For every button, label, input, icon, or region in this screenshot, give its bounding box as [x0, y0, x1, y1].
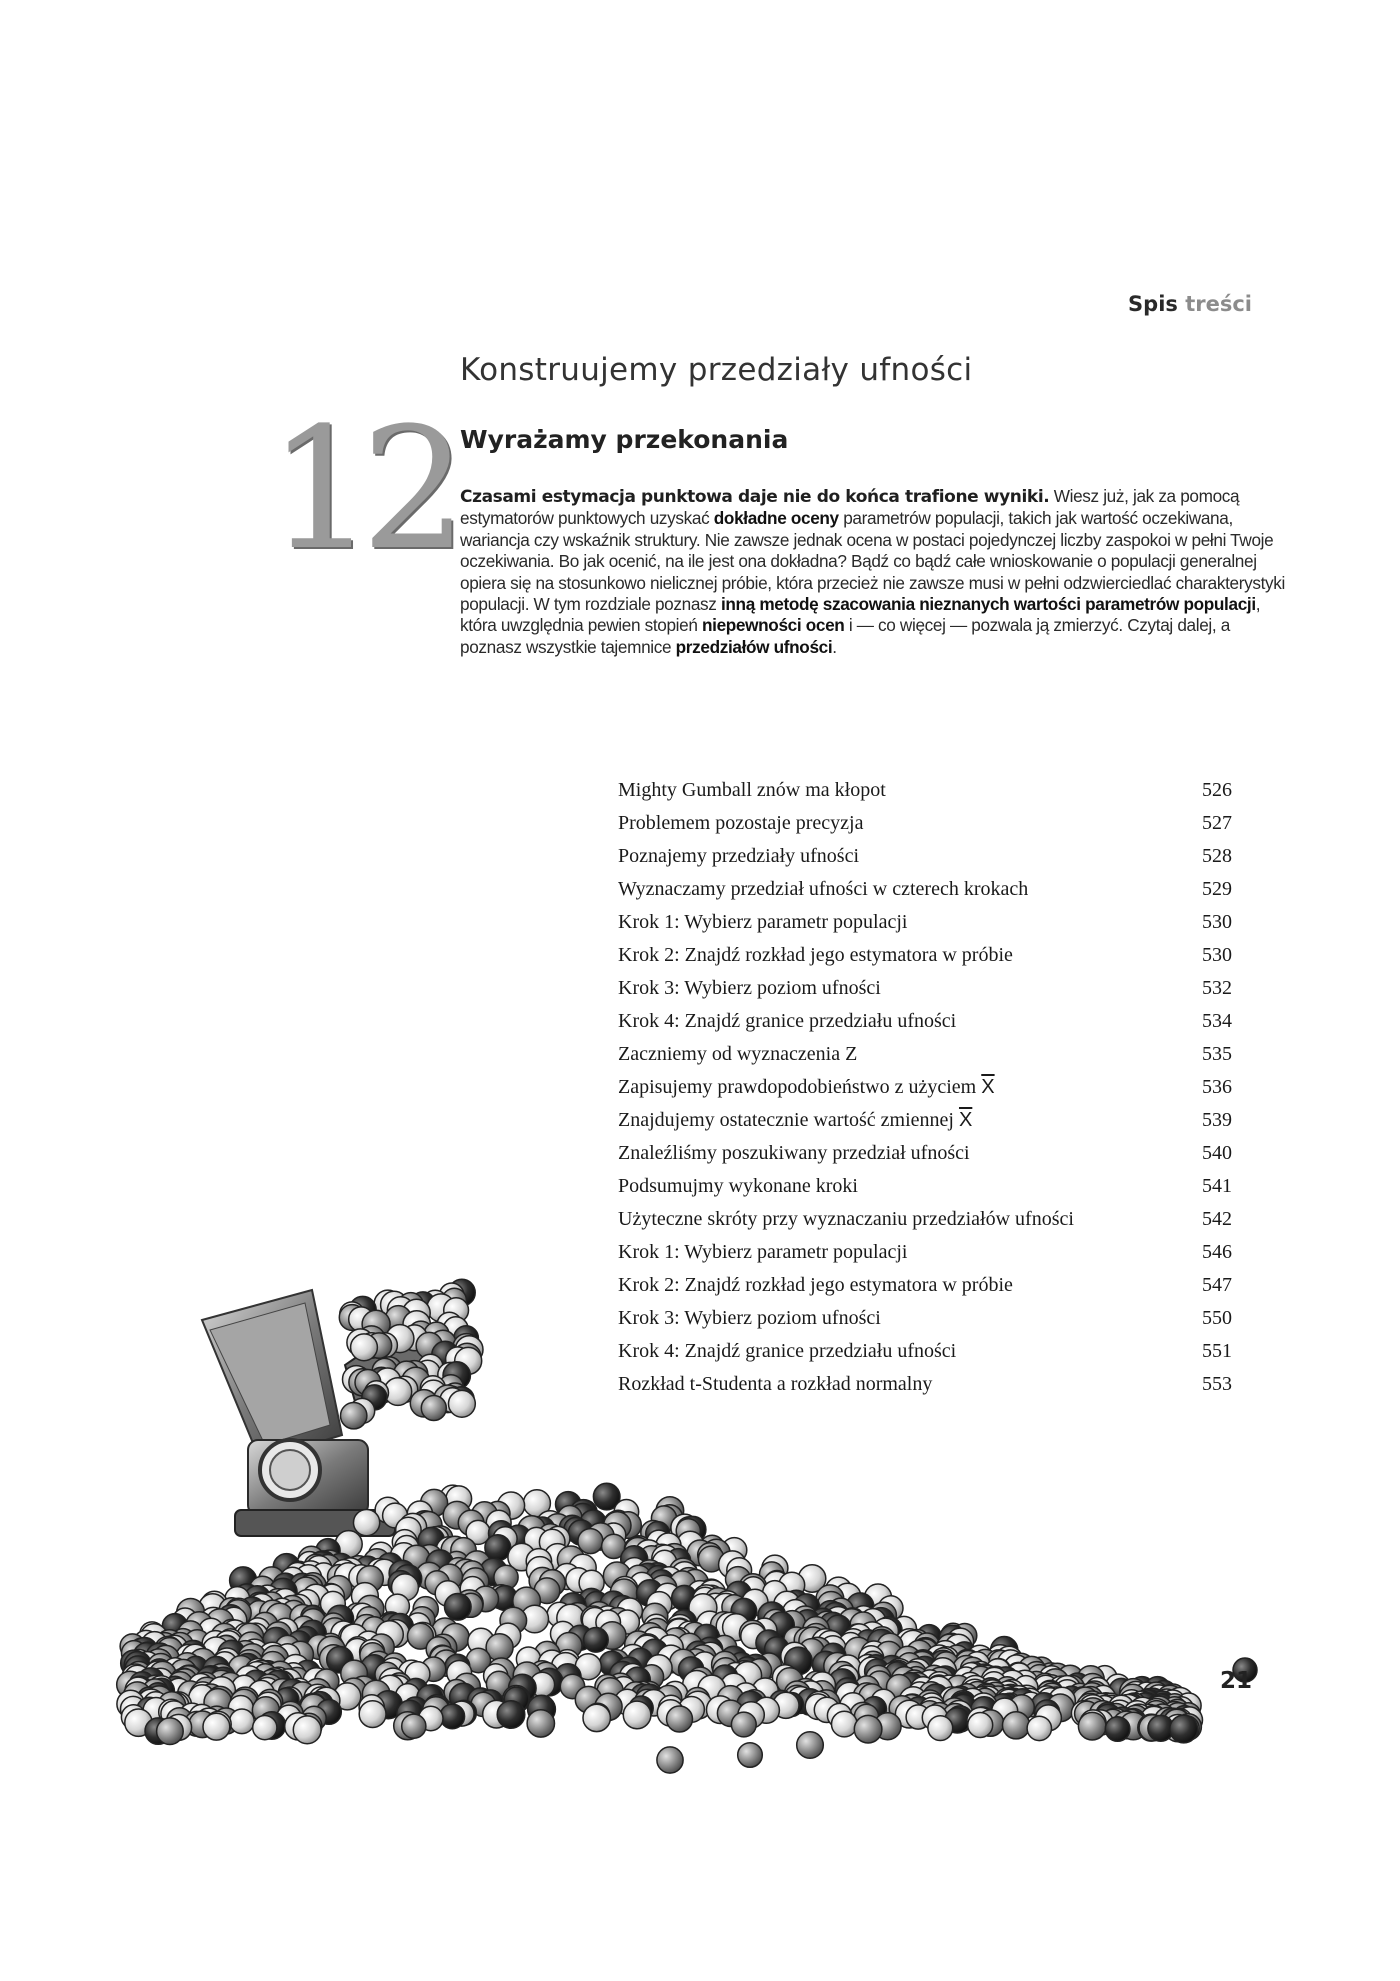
toc-entry-page: 547: [1202, 1274, 1232, 1296]
toc-entry-title-text: Znaleźliśmy poszukiwany przedział ufności: [618, 1142, 970, 1164]
toc-entry[interactable]: [618, 873, 1232, 906]
section-header: [1128, 292, 1252, 316]
toc-entry-title-text: Wyznaczamy przedział ufności w czterech krokach: [618, 878, 1029, 900]
toc-entry-title: [618, 1104, 972, 1137]
intro-text: i — co więcej — pozwala ją zmierzyć. Czytaj dalej, a poznasz wszystkie tajemnice: [460, 615, 1230, 657]
gumball-icon: [421, 1396, 446, 1421]
toc-entry-title: [618, 906, 907, 939]
gumball-icon: [797, 1732, 824, 1759]
toc-entry-page: 528: [1202, 845, 1232, 867]
intro-bold: przedziałów ufności: [675, 636, 833, 657]
intro-bold: niepewności ocen: [702, 615, 845, 636]
header-word-spis: Spis: [1128, 292, 1178, 316]
toc-entry-page: 536: [1202, 1076, 1232, 1098]
gumball-icon: [1003, 1712, 1030, 1739]
toc-entry-page: 553: [1202, 1373, 1232, 1395]
gumball-icon: [445, 1594, 472, 1621]
chapter-subtitle: Wyrażamy przekonania: [460, 425, 789, 454]
gumball-icon: [968, 1713, 993, 1738]
gumball-scale-illustration: [110, 1255, 1290, 1775]
toc-entry[interactable]: [618, 1104, 1232, 1137]
gumball-icon: [1027, 1716, 1051, 1740]
gumball-icon: [293, 1716, 321, 1744]
gumball-icon: [253, 1716, 277, 1740]
toc-entry[interactable]: [618, 906, 1232, 939]
gumball-icon: [583, 1704, 610, 1731]
toc-entry-title: [618, 1071, 995, 1104]
toc-entry-title: [618, 1203, 1074, 1236]
toc-entry-page: 530: [1202, 944, 1232, 966]
toc-entry-title: [618, 939, 1013, 972]
gumball-icon: [623, 1701, 651, 1729]
toc-entry[interactable]: [618, 972, 1232, 1005]
gumball-icon: [449, 1390, 476, 1417]
gumball-icon: [657, 1747, 683, 1773]
gumball-icon: [1170, 1715, 1198, 1743]
toc-entry-title-text: Krok 4: Znajdź granice przedziału ufności: [618, 1010, 957, 1032]
toc-entry-page: 527: [1202, 812, 1232, 834]
toc-entry-title-text: Krok 2: Znajdź rozkład jego estymatora w próbie: [618, 944, 1013, 966]
gumball-icon: [928, 1716, 953, 1741]
intro-text: , która uwzględnia pewien stopień: [460, 594, 1261, 636]
toc-entry-page: 532: [1202, 977, 1232, 999]
toc-entry-title-text: Krok 3: Wybierz poziom ufności: [618, 977, 881, 999]
chapter-number: 12: [268, 391, 454, 587]
toc-entry[interactable]: [618, 1005, 1232, 1038]
gumball-icon: [402, 1714, 426, 1738]
gumball-icon: [667, 1706, 693, 1732]
toc-entry[interactable]: [618, 939, 1232, 972]
toc-entry-page: 540: [1202, 1142, 1232, 1164]
toc-entry[interactable]: [618, 1038, 1232, 1071]
toc-entry-page: 541: [1202, 1175, 1232, 1197]
toc-entry-page: 546: [1202, 1241, 1232, 1263]
gumball-icon: [497, 1701, 525, 1729]
toc-entry[interactable]: [618, 807, 1232, 840]
toc-entry-title: [618, 873, 1028, 906]
gumball-icon: [527, 1710, 554, 1737]
intro-text: .: [832, 636, 837, 657]
gumball-icon: [578, 1529, 603, 1554]
toc-entry-title-text: Znajdujemy ostatecznie wartość zmiennej: [618, 1109, 959, 1131]
gumball-icon: [440, 1704, 465, 1729]
toc-entry-title: [618, 1038, 857, 1071]
toc-entry-title: [618, 774, 886, 807]
intro-lead: Czasami estymacja punktowa daje nie do końca trafione wyniki.: [460, 487, 1050, 507]
gumball-icon: [351, 1334, 378, 1361]
toc-entry-title-text: Poznajemy przedziały ufności: [618, 845, 860, 867]
gumball-icon: [157, 1718, 184, 1745]
toc-entry-title-text: Rozkład t-Studenta a rozkład normalny: [618, 1373, 933, 1395]
gumball-icon: [731, 1712, 756, 1737]
chapter-intro: [460, 486, 1290, 658]
toc-entry-page: 530: [1202, 911, 1232, 933]
intro-text: Wiesz już, jak za pomocą estymatorów punktowych uzyskać: [460, 486, 1240, 529]
toc-entry-title-text: Zaczniemy od wyznaczenia Z: [618, 1043, 858, 1065]
gumball-icon: [1078, 1712, 1106, 1740]
gumball-icon: [854, 1715, 882, 1743]
toc-entry-page: 551: [1202, 1340, 1232, 1362]
toc-entry-title: [618, 1170, 858, 1203]
gumball-icon: [738, 1743, 763, 1768]
toc-entry-page: 526: [1202, 779, 1232, 801]
toc-entry[interactable]: [618, 840, 1232, 873]
gumball-icon: [230, 1709, 255, 1734]
toc-entry-page: 529: [1202, 878, 1232, 900]
page-number: 21: [1219, 1668, 1252, 1694]
toc-entry-title-text: Problemem pozostaje precyzja: [618, 812, 864, 834]
toc-entry[interactable]: [618, 1203, 1232, 1236]
toc-entry-page: 535: [1202, 1043, 1232, 1065]
toc-entry-page: 550: [1202, 1307, 1232, 1329]
toc-entry-page: 534: [1202, 1010, 1232, 1032]
toc-entry-title-text: Krok 4: Znajdź granice przedziału ufności: [618, 1340, 957, 1362]
toc-entry-title-text: Użyteczne skróty przy wyznaczaniu przedziałów ufności: [618, 1208, 1074, 1230]
chapter-title: Konstruujemy przedziały ufności: [460, 352, 973, 388]
toc-entry[interactable]: [618, 1170, 1232, 1203]
gumball-icon: [341, 1403, 367, 1429]
gumball-icon: [203, 1713, 230, 1740]
gumball-icon: [359, 1701, 386, 1728]
toc-entry-title-text: Krok 1: Wybierz parametr populacji: [618, 911, 908, 933]
toc-entry[interactable]: [618, 1071, 1232, 1104]
intro-bold: inną metodę szacowania nieznanych wartości parametrów populacji: [720, 594, 1256, 615]
toc-entry-title: [618, 1137, 970, 1170]
x-bar-symbol: $\overline{X}$: [981, 1076, 995, 1098]
toc-entry-title-text: Krok 3: Wybierz poziom ufności: [618, 1307, 881, 1329]
intro-bold: dokładne oceny: [713, 508, 839, 529]
toc-entry-title: [618, 807, 863, 840]
gumball-icon: [354, 1510, 380, 1536]
gumball-icon: [1105, 1717, 1130, 1742]
toc-entry-title: [618, 840, 859, 873]
toc-entry-page: 542: [1202, 1208, 1232, 1230]
toc-entry-title-text: Mighty Gumball znów ma kłopot: [618, 779, 886, 801]
toc-entry-title: [618, 1005, 956, 1038]
toc-entry[interactable]: [618, 1137, 1232, 1170]
gumball-icon: [584, 1628, 609, 1653]
gumball-icon: [832, 1711, 858, 1737]
toc-entry[interactable]: [618, 774, 1232, 807]
toc-entry-title-text: Krok 1: Wybierz parametr populacji: [618, 1241, 908, 1263]
x-bar-symbol: $\overline{X}$: [958, 1109, 973, 1131]
header-word-tresci: treści: [1185, 292, 1252, 316]
toc-entry-title-text: Zapisujemy prawdopodobieństwo z użyciem: [618, 1076, 982, 1098]
toc-entry-title: [618, 972, 881, 1005]
toc-entry-title-text: Podsumujmy wykonane kroki: [618, 1175, 858, 1197]
toc-entry-page: 539: [1202, 1109, 1232, 1131]
toc-entry-title-text: Krok 2: Znajdź rozkład jego estymatora w próbie: [618, 1274, 1013, 1296]
intro-text: parametrów populacji, takich jak wartość oczekiwana, wariancja czy wskaźnik struktury. Nie zawsze jednak ocena w postaci pojedynczej liczby zaspokoi w pełni Twoje oczekiwania. Bo jak ocenić, na ile jest ona dokładna? Bądź co bądź całe wnioskowanie o populacji generalnej opiera się na stosunkowo nielicznej próbie, która przecież nie zawsze musi w pełni odzwierciedlać charakterystyki populacji. W tym rozdziale poznasz: [460, 508, 1285, 615]
